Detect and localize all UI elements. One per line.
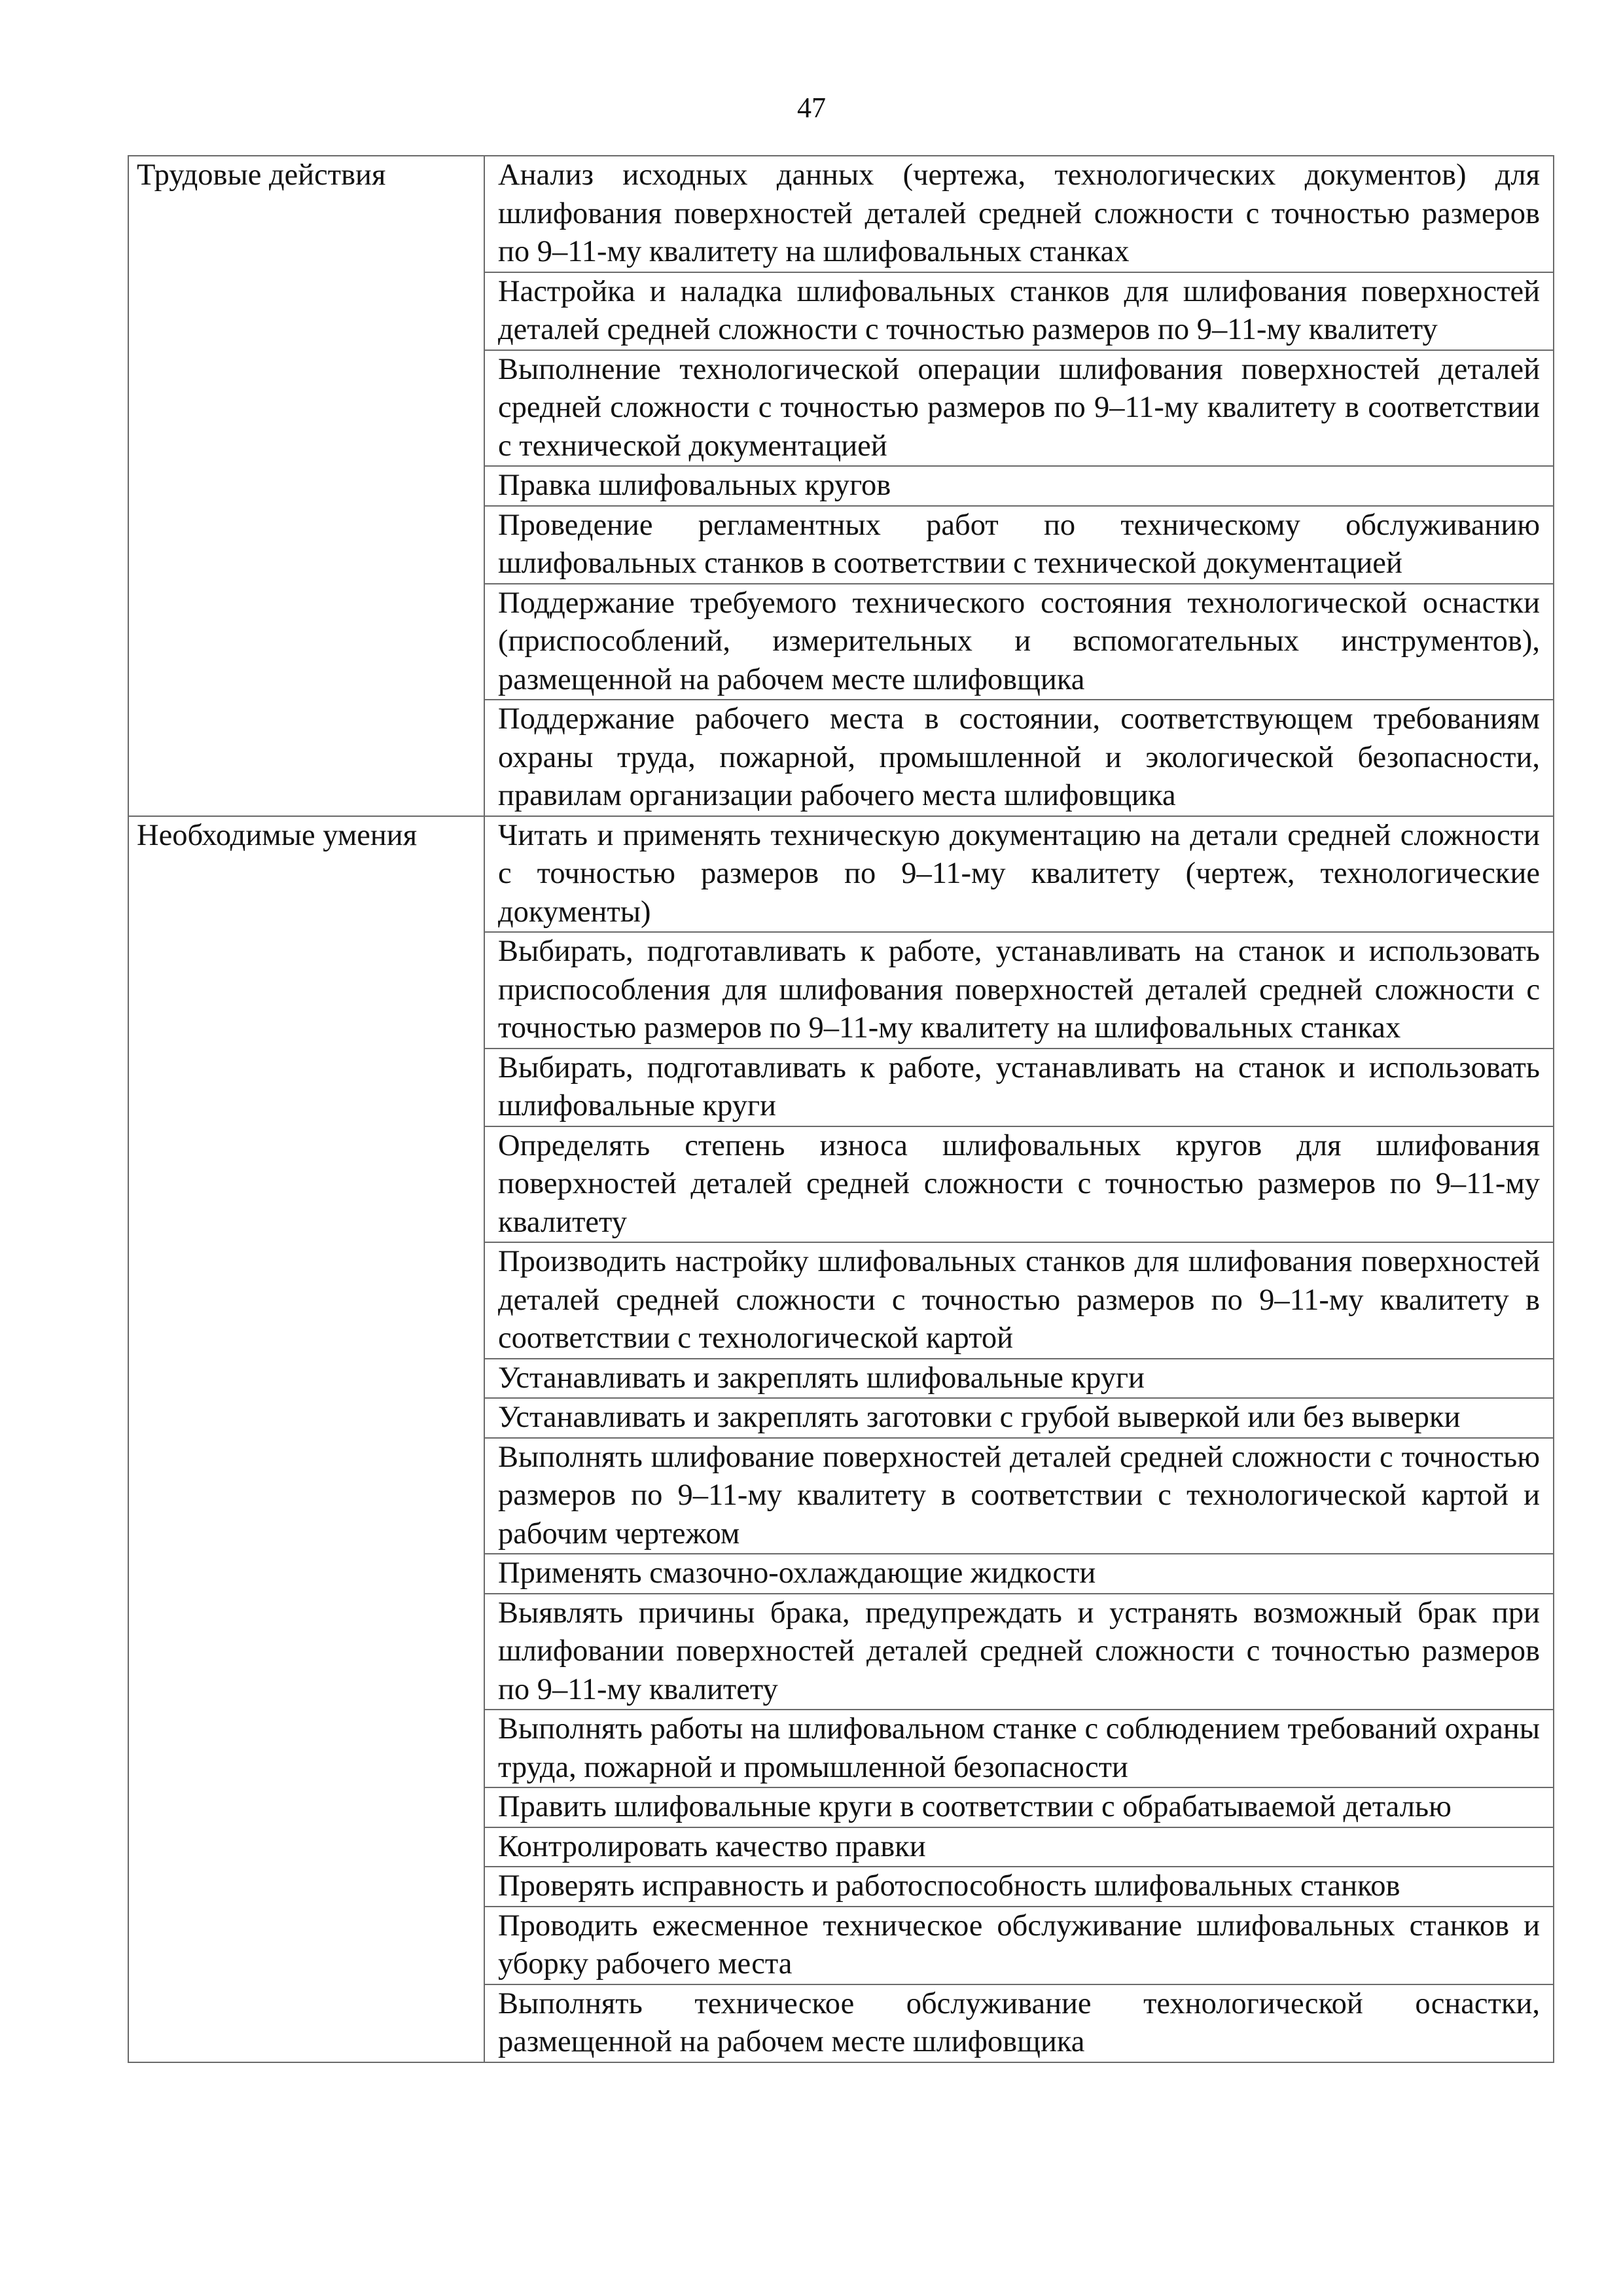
requirement-item: Производить настройку шлифовальных станков для шлифования поверхностей деталей средней сложности с точностью размеров по 9–11-му квалитету в соответствии с технологической картой xyxy=(484,1242,1554,1359)
section-label: Необходимые умения xyxy=(128,816,484,2062)
requirement-item: Править шлифовальные круги в соответствии с обрабатываемой деталью xyxy=(484,1787,1554,1827)
page-number: 47 xyxy=(797,92,826,124)
requirement-item: Устанавливать и закреплять шлифовальные круги xyxy=(484,1359,1554,1399)
section-label: Трудовые действия xyxy=(128,156,484,816)
requirement-item: Выявлять причины брака, предупреждать и устранять возможный брак при шлифовании поверхностей деталей средней сложности с точностью размеров по 9–11-му квалитету xyxy=(484,1594,1554,1710)
requirement-item: Выбирать, подготавливать к работе, устанавливать на станок и использовать приспособления для шлифования поверхностей деталей средней сложности с точностью размеров по 9–11-му квалитету на шлифовальных станках xyxy=(484,932,1554,1049)
requirement-item: Проводить ежесменное техническое обслуживание шлифовальных станков и уборку рабочего места xyxy=(484,1907,1554,1984)
requirement-item: Проверять исправность и работоспособность шлифовальных станков xyxy=(484,1867,1554,1907)
table-row xyxy=(128,816,1554,933)
requirement-item: Выполнение технологической операции шлифования поверхностей деталей средней сложности с точностью размеров по 9–11-му квалитету в соответствии с технической документацией xyxy=(484,350,1554,467)
requirement-item: Настройка и наладка шлифовальных станков для шлифования поверхностей деталей средней сложности с точностью размеров по 9–11-му квалитету xyxy=(484,272,1554,350)
requirement-item: Выбирать, подготавливать к работе, устанавливать на станок и использовать шлифовальные круги xyxy=(484,1049,1554,1126)
requirement-item: Поддержание требуемого технического состояния технологической оснастки (приспособлений, измерительных и вспомогательных инструментов), размещенной на рабочем месте шлифовщика xyxy=(484,584,1554,700)
requirements-table-body xyxy=(128,156,1554,2062)
requirement-item: Проведение регламентных работ по техническому обслуживанию шлифовальных станков в соответствии с технической документацией xyxy=(484,506,1554,584)
requirement-item: Выполнять шлифование поверхностей деталей средней сложности с точностью размеров по 9–11-му квалитету в соответствии с технологической картой и рабочим чертежом xyxy=(484,1438,1554,1554)
requirement-item: Поддержание рабочего места в состоянии, соответствующем требованиям охраны труда, пожарной, промышленной и экологической безопасности, правилам организации рабочего места шлифовщика xyxy=(484,700,1554,816)
requirement-item: Применять смазочно-охлаждающие жидкости xyxy=(484,1554,1554,1594)
requirement-item: Выполнять техническое обслуживание технологической оснастки, размещенной на рабочем месте шлифовщика xyxy=(484,1984,1554,2062)
requirement-item: Определять степень износа шлифовальных кругов для шлифования поверхностей деталей средней сложности с точностью размеров по 9–11-му квалитету xyxy=(484,1126,1554,1243)
requirement-item: Правка шлифовальных кругов xyxy=(484,466,1554,506)
requirement-item: Читать и применять техническую документацию на детали средней сложности с точностью размеров по 9–11-му квалитету (чертеж, технологические документы) xyxy=(484,816,1554,933)
requirement-item: Контролировать качество правки xyxy=(484,1827,1554,1867)
requirement-item: Устанавливать и закреплять заготовки с грубой выверкой или без выверки xyxy=(484,1398,1554,1438)
requirement-item: Анализ исходных данных (чертежа, технологических документов) для шлифования поверхностей деталей средней сложности с точностью размеров по 9–11-му квалитету на шлифовальных станках xyxy=(484,156,1554,272)
requirements-table xyxy=(128,155,1554,2063)
requirement-item: Выполнять работы на шлифовальном станке с соблюдением требований охраны труда, пожарной и промышленной безопасности xyxy=(484,1710,1554,1787)
table-row xyxy=(128,156,1554,272)
